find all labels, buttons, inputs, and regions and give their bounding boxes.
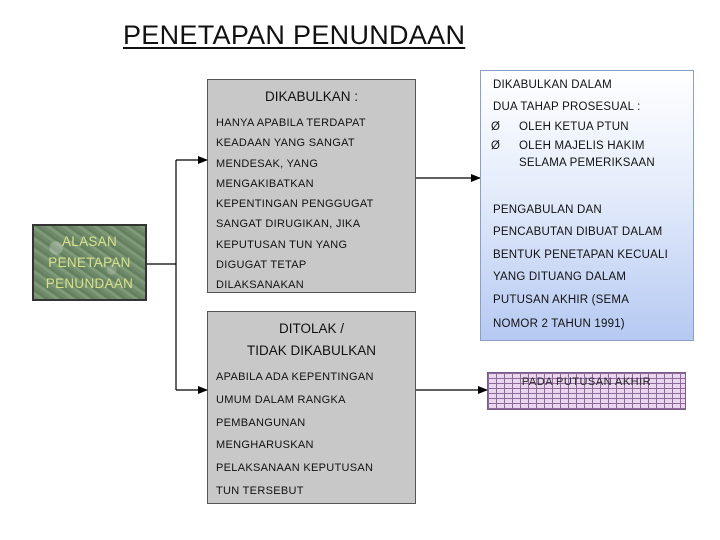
ditolak-heading: DITOLAK / <box>278 321 345 336</box>
ditolak-line: PELAKSANAAN KEPUTUSAN <box>216 462 374 475</box>
ditolak-body <box>216 366 374 503</box>
alasan-line: PENUNDAAN <box>45 276 134 291</box>
para-line: BENTUK PENETAPAN KECUALI <box>493 249 668 261</box>
para-line: PENGABULAN DAN <box>493 204 602 216</box>
dikabulkan-line: KEPENTINGAN PENGGUGAT <box>216 198 374 211</box>
para-line: YANG DITUANG DALAM <box>493 271 627 283</box>
dikabulkan-dalam-line1: DIKABULKAN DALAM <box>493 79 612 91</box>
dikabulkan-body <box>216 113 374 296</box>
dikabulkan-line: KEADAAN YANG SANGAT <box>216 137 355 150</box>
dikabulkan-heading: DIKABULKAN : <box>264 89 359 104</box>
ditolak-line: APABILA ADA KEPENTINGAN <box>216 371 374 383</box>
bullet-majelis-hakim <box>491 140 645 152</box>
dikabulkan-dalam-box <box>480 70 694 341</box>
para-line: PENCABUTAN DIBUAT DALAM <box>493 226 663 238</box>
ditolak-line: PEMBANGUNAN <box>216 416 306 429</box>
dikabulkan-line: KEPUTUSAN TUN YANG <box>216 238 348 251</box>
page-title: PENETAPAN PENUNDAAN <box>123 20 466 50</box>
bullet-text: OLEH KETUA PTUN <box>519 121 629 133</box>
arrow-bullet-icon: Ø <box>491 140 501 152</box>
ditolak-box <box>207 311 416 504</box>
para-line: PUTUSAN AKHIR (SEMA <box>493 294 630 306</box>
ditolak-line: TUN TERSEBUT <box>216 484 304 497</box>
dikabulkan-box <box>207 79 416 293</box>
alasan-line: ALASAN <box>61 234 118 249</box>
dikabulkan-line: SANGAT DIRUGIKAN, JIKA <box>216 218 361 231</box>
dikabulkan-line: HANYA APABILA TERDAPAT <box>216 117 366 129</box>
bullet-text: OLEH MAJELIS HAKIM <box>519 140 645 152</box>
putusan-akhir-box: PADA PUTUSAN AKHIR <box>487 372 686 410</box>
connector-boxes-to-results <box>416 178 487 390</box>
dikabulkan-line: MENGAKIBATKAN <box>216 177 314 190</box>
bullet-ketua-ptun <box>491 121 629 133</box>
ditolak-line: MENGHARUSKAN <box>216 439 314 452</box>
dikabulkan-line: DIGUGAT TETAP <box>216 259 307 272</box>
alasan-penetapan-box <box>32 224 147 301</box>
dikabulkan-dalam-line2: DUA TAHAP PROSESUAL : <box>493 101 641 113</box>
arrow-bullet-icon: Ø <box>491 121 501 133</box>
ditolak-line: UMUM DALAM RANGKA <box>216 393 346 406</box>
dikabulkan-line: MENDESAK, YANG <box>216 157 319 170</box>
ditolak-heading-line2: TIDAK DIKABULKAN <box>246 343 377 358</box>
alasan-line: PENETAPAN <box>48 255 131 270</box>
dikabulkan-line: DILAKSANAKAN <box>216 279 304 292</box>
bullet-continuation: SELAMA PEMERIKSAAN <box>519 157 655 169</box>
para-line: NOMOR 2 TAHUN 1991) <box>493 318 625 330</box>
